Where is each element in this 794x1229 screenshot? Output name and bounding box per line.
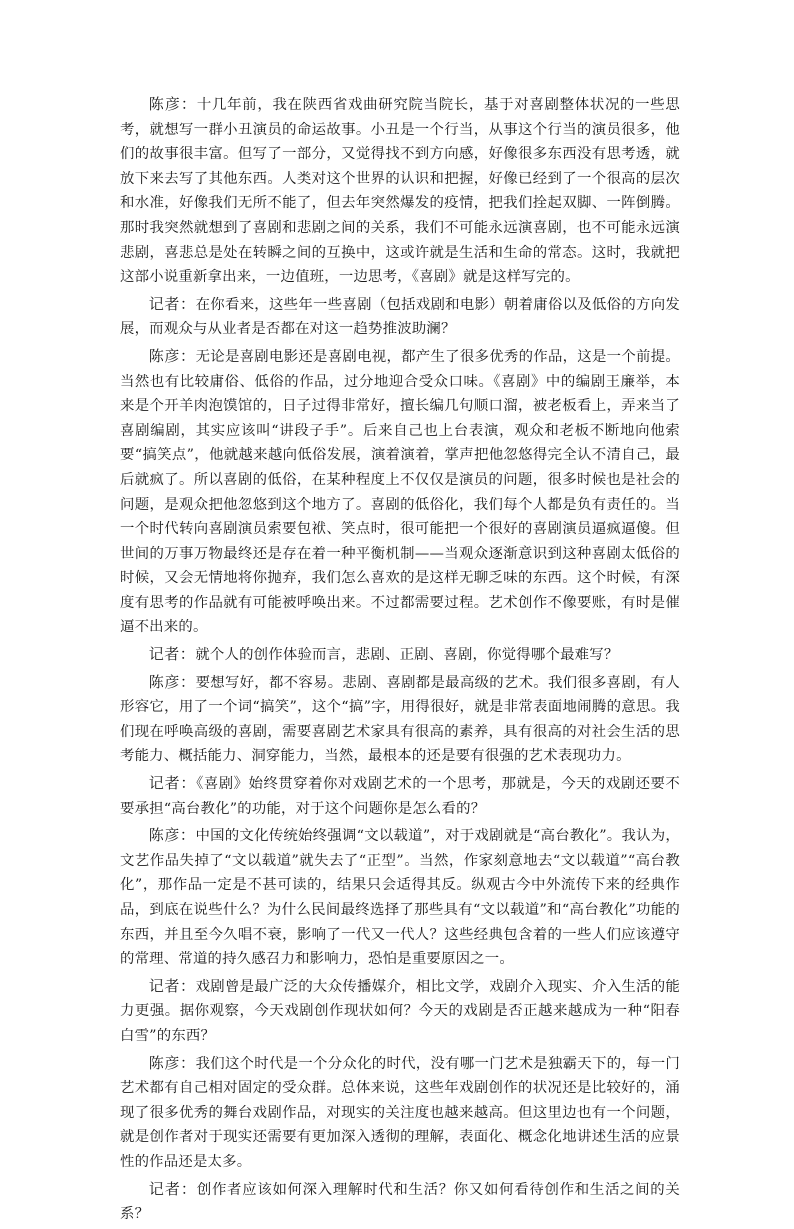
paragraph-3	[120, 344, 680, 640]
speaker-label: 记者：	[148, 645, 196, 664]
article-body	[120, 92, 680, 1229]
paragraph-9	[120, 1051, 680, 1175]
speaker-label: 陈彦：	[148, 1053, 196, 1072]
paragraph-2	[120, 292, 680, 342]
paragraph-text: 无论是喜剧电影还是喜剧电视，都产生了很多优秀的作品，这是一个前提。当然也有比较庸俗、低俗的作品，过分地迎合受众口味。《喜剧》中的编剧王廉举，本来是个开羊肉泡馍馆的，日子过得非常好，擅长编几句顺口溜，被老板看上，弄来当了喜剧编剧，其实应该叫“讲段子手”。后来自己也上台表演，观众和老板不断地向他索要“搞笑点”，他就越来越向低俗发展，演着演着，掌声把他忽悠得完全认不清自己，最后就疯了。所以喜剧的低俗，在某种程度上不仅仅是演员的问题，很多时候也是社会的问题，是观众把他忽悠到这个地方了。喜剧的低俗化，我们每个人都是负有责任的。当一个时代转向喜剧演员索要包袱、笑点时，很可能把一个很好的喜剧演员逼疯逼傻。但世间的万事万物最终还是存在着一种平衡机制——当观众逐渐意识到这种喜剧太低俗的时候，又会无情地将你抛弃，我们怎么喜欢的是这样无聊乏味的东西。这个时候，有深度有思考的作品就有可能被呼唤出来。不过都需要过程。艺术创作不像要账，有时是催逼不出来的。	[120, 348, 680, 636]
speaker-label: 记者：	[148, 774, 197, 793]
paragraph-4	[120, 642, 680, 668]
paragraph-text: 创作者应该如何深入理解时代和生活？你又如何看待创作和生活之间的关系？	[120, 1181, 680, 1223]
paragraph-text: 要想写好，都不容易。悲剧、喜剧都是最高级的艺术。我们很多喜剧，有人形容它，用了一个词“搞笑”，这个“搞”字，用得很好，就是非常表面地闹腾的意思。我们现在呼唤高级的喜剧，需要喜剧艺术家具有很高的素养，具有很高的对社会生活的思考能力、概括能力、洞穿能力，当然，最根本的还是要有很强的艺术表现功力。	[120, 674, 680, 765]
paragraph-text: 戏剧曾是最广泛的大众传播媒介，相比文学，戏剧介入现实、介入生活的能力更强。据你观察，今天戏剧创作现状如何？今天的戏剧是否正越来越成为一种“阳春白雪”的东西？	[120, 978, 680, 1044]
paragraph-7	[120, 823, 680, 972]
paragraph-text: 中国的文化传统始终强调“文以载道”，对于戏剧就是“高台教化”。我认为，文艺作品失掉了“文以载道”就失去了“正型”。当然，作家刻意地去“文以载道”“高台教化”，那作品一定是不甚可读的，结果只会适得其反。纵观古今中外流传下来的经典作品，到底在说些什么？为什么民间最终选择了那些具有“文以载道”和“高台教化”功能的东西，并且至今久唱不衰，影响了一代又一代人？这些经典包含着的一些人们应该遵守的常理、常道的持久感召力和影响力，恐怕是重要原因之一。	[120, 828, 680, 968]
speaker-label: 陈彦：	[148, 95, 197, 113]
paragraph-10	[120, 1177, 680, 1227]
paragraph-text: 我们这个时代是一个分众化的时代，没有哪一门艺术是独霸天下的，每一门艺术都有自己相对固定的受众群。总体来说，这些年戏剧创作的状况还是比较好的，涌现了很多优秀的舞台戏剧作品，对现实的关注度也越来越高。但这里边也有一个问题，就是创作者对于现实还需要有更加深入透彻的理解，表面化、概念化地讲述生活的应景性的作品还是太多。	[120, 1055, 680, 1170]
paragraph-8	[120, 974, 680, 1049]
speaker-label: 记者：	[148, 294, 196, 313]
speaker-label: 记者：	[148, 976, 196, 995]
paragraph-6	[120, 771, 680, 821]
speaker-label: 记者：	[148, 1179, 197, 1198]
speaker-label: 陈彦：	[148, 672, 196, 691]
paragraph-1	[120, 92, 680, 290]
paragraph-text: 在你看来，这些年一些喜剧（包括戏剧和电影）朝着庸俗以及低俗的方向发展，而观众与从业者是否都在对这一趋势推波助澜？	[120, 296, 680, 338]
paragraph-text: 就个人的创作体验而言，悲剧、正剧、喜剧，你觉得哪个最难写？	[195, 647, 619, 664]
paragraph-text: 十几年前，我在陕西省戏曲研究院当院长，基于对喜剧整体状况的一些思考，就想写一群小丑演员的命运故事。小丑是一个行当，从事这个行当的演员很多，他们的故事很丰富。但写了一部分，又觉得找不到方向感，好像很多东西没有思考透，就放下来去写了其他东西。人类对这个世界的认识和把握，好像已经到了一个很高的层次和水准，好像我们无所不能了，但去年突然爆发的疫情，把我们拴起双脚、一阵倒腾。那时我突然就想到了喜剧和悲剧之间的关系，我们不可能永远演喜剧，也不可能永远演悲剧，喜悲总是处在转瞬之间的互换中，这或许就是生活和生命的常态。这时，我就把这部小说重新拿出来，一边值班，一边思考，《喜剧》就是这样写完的。	[120, 97, 680, 286]
speaker-label: 陈彦：	[148, 826, 196, 845]
speaker-label: 陈彦：	[148, 346, 196, 365]
paragraph-5	[120, 670, 680, 769]
paragraph-text: 《喜剧》始终贯穿着你对戏剧艺术的一个思考，那就是，今天的戏剧还要不要承担“高台教化”的功能，对于这个问题你是怎么看的？	[120, 776, 680, 817]
